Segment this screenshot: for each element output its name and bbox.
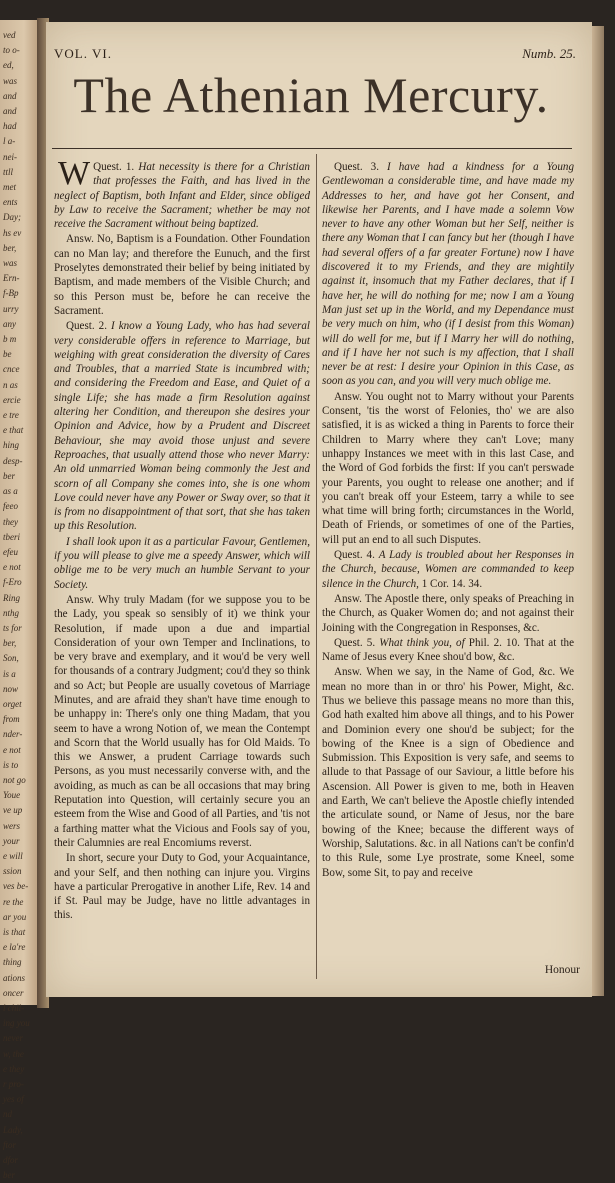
margin-fragment: ing you <box>3 1018 30 1029</box>
margin-fragment: desp- <box>3 455 23 466</box>
issue-number: Numb. 25. <box>522 46 576 61</box>
margin-fragment: orget <box>3 698 22 709</box>
paragraph <box>322 665 574 879</box>
margin-fragment: e that <box>3 425 24 436</box>
margin-fragment: was <box>3 258 18 269</box>
question-label: Answ. <box>66 233 97 246</box>
margin-fragment: to o- <box>3 45 20 56</box>
margin-fragment: f-Bp <box>3 288 19 299</box>
margin-fragment: oncer <box>3 987 24 998</box>
margin-fragment: ercie <box>3 394 21 405</box>
answer-text: Why truly Madam (for we suppose you to be the Lady, you speak so sensibly of it) we think your Resolution, if made upon a due and impartial Consideration of your own Temper and Inclinations, to be very brave and exemplary, and it wou'd be very well for thousands of a contrary Judgment; cou'd they so think and so Act; but People are usually covetous of Marriage Minutes, and are afraid they shan't have time enough to be unhappy in: There's only one thing Madam, that you seem to have a wrong Notion of, we mean the Contempt and Scorn that the World usually has for Old Maids. To this we Answer, a prudent Carriage towards such Persons, as you must necessarily converse with, and the avoiding, as much as can be all occasions that may bring Reputation into Question, will certainly secure you an esteem from the Wise and Good of all Parties, and 'tis not a farthing matter what the Vicious and Fools say of you, their Calumnies are real Encomiums reverst. <box>54 593 310 849</box>
left-page-fragment <box>0 20 40 1181</box>
margin-fragment: l a- <box>3 136 16 147</box>
paragraph <box>322 548 574 591</box>
margin-fragment: hing <box>3 440 20 451</box>
question-label: Quest. 5. <box>334 636 380 649</box>
left-page-text <box>0 20 40 1183</box>
paragraph <box>54 232 310 318</box>
margin-fragment: e la're <box>3 942 26 953</box>
reference-text: Phil. 2. 10. That at the Name of Jesus every Knee shou'd bow, &c. <box>322 636 574 664</box>
margin-fragment: met <box>3 182 16 193</box>
margin-fragment: is to <box>3 759 19 770</box>
margin-fragment: ents <box>3 197 18 208</box>
margin-fragment: re the <box>3 896 24 907</box>
margin-fragment: and <box>3 90 17 101</box>
question-label: Answ. <box>334 390 366 403</box>
margin-fragment: is a <box>3 668 16 679</box>
margin-fragment: from <box>3 714 20 725</box>
margin-fragment: is that <box>3 926 26 937</box>
margin-fragment: tberi <box>3 531 20 542</box>
margin-fragment: dfor <box>3 1155 19 1166</box>
margin-fragment: nder- <box>3 729 23 740</box>
answer-text: In short, secure your Duty to God, your Acquaintance, and your Self, and then nothing can injure you. Virgins have a particular Prerogative in another Life, Rev. 14 and if St. Paul may be Judge, have no little advantages in this. <box>54 852 310 922</box>
margin-fragment: b m <box>3 334 17 345</box>
margin-fragment: thing <box>3 957 22 968</box>
margin-fragment: e tre <box>3 410 19 421</box>
margin-fragment: ttll <box>3 166 14 177</box>
page-header <box>54 46 580 64</box>
question-label: Answ. <box>334 592 365 605</box>
margin-fragment: efeu <box>3 546 18 557</box>
margin-fragment: never <box>3 1033 23 1044</box>
column-divider <box>316 154 317 979</box>
paragraph <box>54 535 310 592</box>
paragraph <box>54 319 310 533</box>
margin-fragment: not go <box>3 774 26 785</box>
paragraph <box>322 636 574 665</box>
margin-fragment: be <box>3 349 12 360</box>
question-text: I have had a kindness for a Young Gentlewoman a considerable time, and have made my Addresses to her, and have got her Consent, and likewise her Parents, and I have made a solemn Vow never to have any other Woman but her Self, neither is there any Woman that I can fancy but her (though I have had several offers of a far greater Fortune) now I have discovered it to my Friends, and they are mightily against it, insomuch that my Father declares, that if I have her, he will do nothing for me; now I am a Young Man just set up in the World, and my Dependance must be very much on him, who (if I desist from this Woman) will do well for me, but if I Marry her will do nothing, and if I have her not such is my affection, that I shall never be at rest: I desire your Opinion in this Case, as soon as you can, and you will very much oblige me. <box>322 161 574 388</box>
margin-fragment: feeo <box>3 501 18 512</box>
question-label: Answ. <box>66 593 99 606</box>
margin-fragment: nd <box>3 1109 12 1120</box>
margin-fragment: wers <box>3 820 21 831</box>
margin-fragment: ssion <box>3 866 22 877</box>
margin-fragment: f-Ero <box>3 577 22 588</box>
margin-fragment: now <box>3 683 19 694</box>
margin-fragment: ber <box>3 470 15 481</box>
margin-fragment: nei- <box>3 151 17 162</box>
answer-text: You ought not to Marry without your Parents Consent, 'tis the worst of Felonies, tho' we are also satisfied, it is as wicked a thing in Parents to force their Children to Marry where they can't Love; many unhappy Instances we meet with in this last Case, and the Word of God forbids the first: If you can't perswade your Parents, you ought to release one another; and if you can't break off your Esteem, tarry a while to see what time will bring forth; circumstances in the World, Death of Friends, or sometimes of one of the Parties, will put an end to all such Disputes. <box>322 390 574 546</box>
question-label: Quest. 3. <box>334 161 388 173</box>
margin-fragment: Son, <box>3 653 19 664</box>
margin-fragment: e will <box>3 850 23 861</box>
margin-fragment: hs ev <box>3 227 22 238</box>
margin-fragment: as a <box>3 486 18 497</box>
question-label: Answ. <box>334 666 367 679</box>
newspaper-page <box>46 22 592 997</box>
margin-fragment: ber, <box>3 242 17 253</box>
right-column <box>322 160 574 881</box>
margin-fragment: ber, <box>3 638 17 649</box>
margin-fragment: ts for <box>3 622 22 633</box>
paragraph <box>54 593 310 850</box>
question-text: I shall look upon it as a particular Favour, Gentlemen, if you will please to give me a speedy Answer, which will oblige me to be very much an humble Servant to your Society. <box>54 535 310 591</box>
margin-fragment: ve up <box>3 805 23 816</box>
question-label: Quest. 4. <box>334 549 379 562</box>
margin-fragment: Ern- <box>3 273 20 284</box>
question-text: I know a Young Lady, who has had several very considerable offers in reference to Marriage, but weighing with great consideration the diversity of Cares and Troubles, that a married State is incumbred with; and considering the Freedom and Ease, and Quiet of a single Life; she has made a firm Resolution against altering her Condition, and thereupon she desires your Opinion and Advice, how by a Prudent and Discreet Behaviour, she may avoid those unjust and severe Reproaches, that usually attend those who never Marry: An old unmarried Woman being commonly the Jest and scorn of all Company she comes into, she is one whom Love could never have any Power or Sway over, so that it is from no disappointment of that sort, that she has taken up this Resolution. <box>54 320 310 533</box>
margin-fragment: ber <box>3 1170 15 1181</box>
question-label: Quest. 2. <box>66 320 111 333</box>
margin-fragment: Lady, <box>3 1124 23 1135</box>
page-edge <box>592 26 604 996</box>
question-text: Hat necessity is there for a Christian that professes the Faith, and has lived in the neglect of Baptism, both Infant and Elder, since obliged by Law to receive the Sacrament; whether be may not receive the Sacrament without being baptized. <box>54 161 310 231</box>
left-column <box>54 155 310 924</box>
margin-fragment: your <box>3 835 20 846</box>
question-label: Quest. 1. <box>93 161 139 173</box>
margin-fragment: was <box>3 75 18 86</box>
answer-text: The Apostle there, only speaks of Preaching in the Church, as Quaker Women do; and not against their Joining with the Congregation in Responses, &c. <box>322 592 574 634</box>
question-text: What think you, of <box>379 636 465 649</box>
margin-fragment: and <box>3 106 17 117</box>
margin-fragment: ar you <box>3 911 27 922</box>
answer-text: No, Baptism is a Foundation. Other Foundation can no Man lay; and therefore the Eunuch, and the first Proselytes demonstrated their belief by being initiated by Baptism, and made members of the Visible Church; and so this Person must be, before he can receive the Sacrament. <box>54 233 310 317</box>
margin-fragment: e they <box>3 1063 25 1074</box>
margin-fragment: any <box>3 318 16 329</box>
margin-fragment: ed, <box>3 60 14 71</box>
margin-fragment: n as <box>3 379 18 390</box>
margin-fragment: w, the <box>3 1048 24 1059</box>
margin-fragment: Ring <box>3 592 20 603</box>
margin-fragment: Youe <box>3 790 21 801</box>
title-rule <box>52 148 572 149</box>
paragraph <box>322 160 574 389</box>
margin-fragment: they <box>3 516 18 527</box>
volume-label: VOL. VI. <box>54 46 112 61</box>
margin-fragment: r pro- <box>3 1079 24 1090</box>
paragraph <box>54 851 310 922</box>
margin-fragment: ftor <box>3 1139 17 1150</box>
paragraph <box>322 592 574 635</box>
reference-text: 1 Cor. 14. 34. <box>418 577 483 590</box>
margin-fragment: yes of <box>3 1094 24 1105</box>
margin-fragment: e not <box>3 562 21 573</box>
margin-fragment: ations <box>3 972 26 983</box>
margin-fragment: cnce <box>3 364 20 375</box>
paragraph <box>322 390 574 547</box>
margin-fragment: had <box>3 121 17 132</box>
margin-fragment: e not <box>3 744 21 755</box>
question-text: A Lady is troubled about her Responses in the Church, because, Women are commanded to keep silence in the Church, <box>322 549 574 590</box>
margin-fragment: nthg <box>3 607 20 618</box>
margin-fragment: urry <box>3 303 19 314</box>
answer-text: When we say, in the Name of God, &c. We mean no more than in or thro' his Power, Might, &c. Thus we believe this passage means no more than this, God hath exalted him above all things, and to his Power and Dominion every one shou'd be subject; for the bowing of the Knee is a sign of Obedience and Submission. This Exposition is very safe, and seems to allude to that Passage of our Saviour, a little before his Ascension. All Power is given to me, both in Heaven and Earth, We can't believe the Apostle chiefly intended the articulate sound, or Name of Jesus, nor the bare bowing of the Knee; because the different ways of Worship, Salutations. &c. in all Nations can't be confin'd to this Rule, some Lye prostrate, some Kneel, some Bow, some Sit, to pay and receive <box>322 666 574 879</box>
catchword: Honour <box>544 964 580 976</box>
masthead-title: The Athenian Mercury. <box>73 67 549 123</box>
margin-fragment: l chil- <box>3 1003 25 1013</box>
drop-capital: W <box>58 155 91 192</box>
margin-fragment: ved <box>3 30 16 40</box>
margin-fragment: Day; <box>3 212 21 223</box>
margin-fragment: ves be- <box>3 881 29 892</box>
paragraph <box>54 155 310 231</box>
